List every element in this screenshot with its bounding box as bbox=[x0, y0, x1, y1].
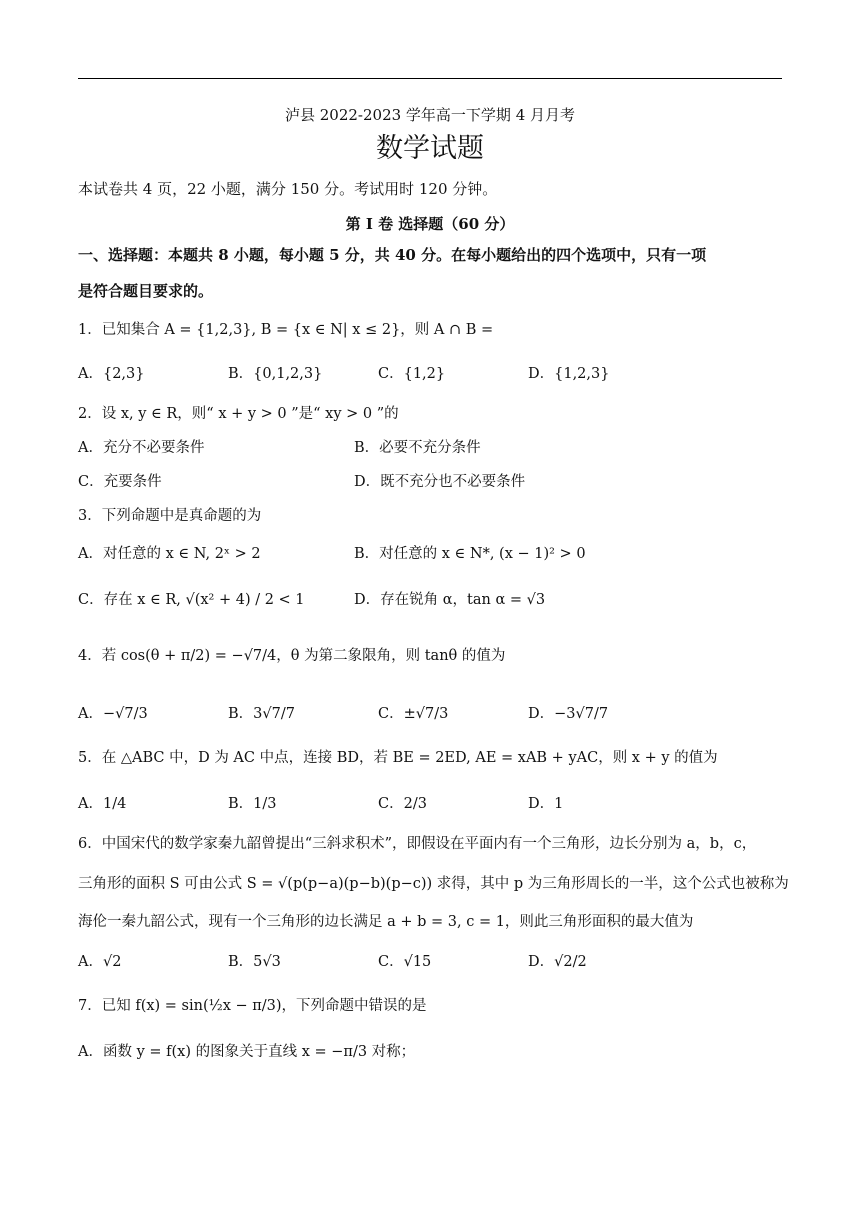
q3-stem: 3．下列命题中是真命题的为 bbox=[78, 508, 262, 524]
q6-stem-line-1: 6．中国宋代的数学家秦九韶曾提出“三斜求积术”，即假设在平面内有一个三角形，边长分别为 a，b，c， bbox=[78, 836, 757, 852]
q3-option-a: A．对任意的 x ∈ N, 2ˣ > 2 bbox=[78, 546, 261, 562]
q5-option-a: A．1/4 bbox=[78, 796, 127, 812]
q1-option-c: C．{1,2} bbox=[378, 366, 446, 382]
q6-option-d: D．√2/2 bbox=[528, 954, 587, 970]
q5-option-d: D．1 bbox=[528, 796, 564, 812]
q2-option-d: D．既不充分也不必要条件 bbox=[354, 474, 526, 490]
exam-title: 泸县 2022-2023 学年高一下学期 4 月月考 bbox=[284, 106, 576, 124]
subject-title: 数学试题 bbox=[376, 133, 484, 164]
q4-option-a: A．−√7/3 bbox=[78, 706, 148, 722]
header-rule bbox=[78, 78, 782, 79]
exam-info: 本试卷共 4 页，22 小题，满分 150 分。考试用时 120 分钟。 bbox=[78, 180, 498, 198]
q7-option-a: A．函数 y = f(x) 的图象关于直线 x = −π/3 对称； bbox=[78, 1044, 416, 1060]
q5-option-b: B．1/3 bbox=[228, 796, 277, 812]
q4-option-b: B．3√7/7 bbox=[228, 706, 295, 722]
q1-stem: 1．已知集合 A = {1,2,3}, B = {x ∈ N| x ≤ 2}，则 A ∩ B = bbox=[78, 322, 494, 338]
q6-option-c: C．√15 bbox=[378, 954, 432, 970]
q4-option-c: C．±√7/3 bbox=[378, 706, 449, 722]
q1-option-a: A．{2,3} bbox=[78, 366, 145, 382]
part1-instructions-2: 是符合题目要求的。 bbox=[78, 282, 214, 300]
q4-option-d: D．−3√7/7 bbox=[528, 706, 609, 722]
q2-stem: 2．设 x, y ∈ R，则“ x + y > 0 ”是“ xy > 0 ”的 bbox=[78, 406, 399, 422]
section-title: 第 I 卷 选择题（60 分） bbox=[345, 215, 515, 233]
q6-option-a: A．√2 bbox=[78, 954, 122, 970]
q5-stem: 5．在 △ABC 中，D 为 AC 中点，连接 BD，若 BE = 2ED, AE = xAB + yAC，则 x + y 的值为 bbox=[78, 750, 718, 766]
q5-option-c: C．2/3 bbox=[378, 796, 427, 812]
q2-option-c: C．充要条件 bbox=[78, 474, 162, 490]
q3-option-c: C．存在 x ∈ R, √(x² + 4) / 2 < 1 bbox=[78, 592, 305, 608]
q1-option-b: B．{0,1,2,3} bbox=[228, 366, 323, 382]
q3-option-b: B．对任意的 x ∈ N*, (x − 1)² > 0 bbox=[354, 546, 586, 562]
q6-option-b: B．5√3 bbox=[228, 954, 281, 970]
q3-option-d: D．存在锐角 α，tan α = √3 bbox=[354, 592, 546, 608]
part1-instructions-1: 一、选择题：本题共 8 小题，每小题 5 分，共 40 分。在每小题给出的四个选项中，只有一项 bbox=[78, 246, 707, 264]
q2-option-b: B．必要不充分条件 bbox=[354, 440, 481, 456]
q6-stem-line-3: 海伦一秦九韶公式，现有一个三角形的边长满足 a + b = 3, c = 1，则此三角形面积的最大值为 bbox=[78, 914, 694, 930]
q4-stem: 4．若 cos(θ + π/2) = −√7/4，θ 为第二象限角，则 tanθ 的值为 bbox=[78, 648, 506, 664]
q2-option-a: A．充分不必要条件 bbox=[78, 440, 205, 456]
q7-stem: 7．已知 f(x) = sin(½x − π/3)，下列命题中错误的是 bbox=[78, 998, 427, 1014]
q1-option-d: D．{1,2,3} bbox=[528, 366, 610, 382]
q6-stem-line-2: 三角形的面积 S 可由公式 S = √(p(p−a)(p−b)(p−c)) 求得，其中 p 为三角形周长的一半，这个公式也被称为 bbox=[78, 876, 789, 892]
